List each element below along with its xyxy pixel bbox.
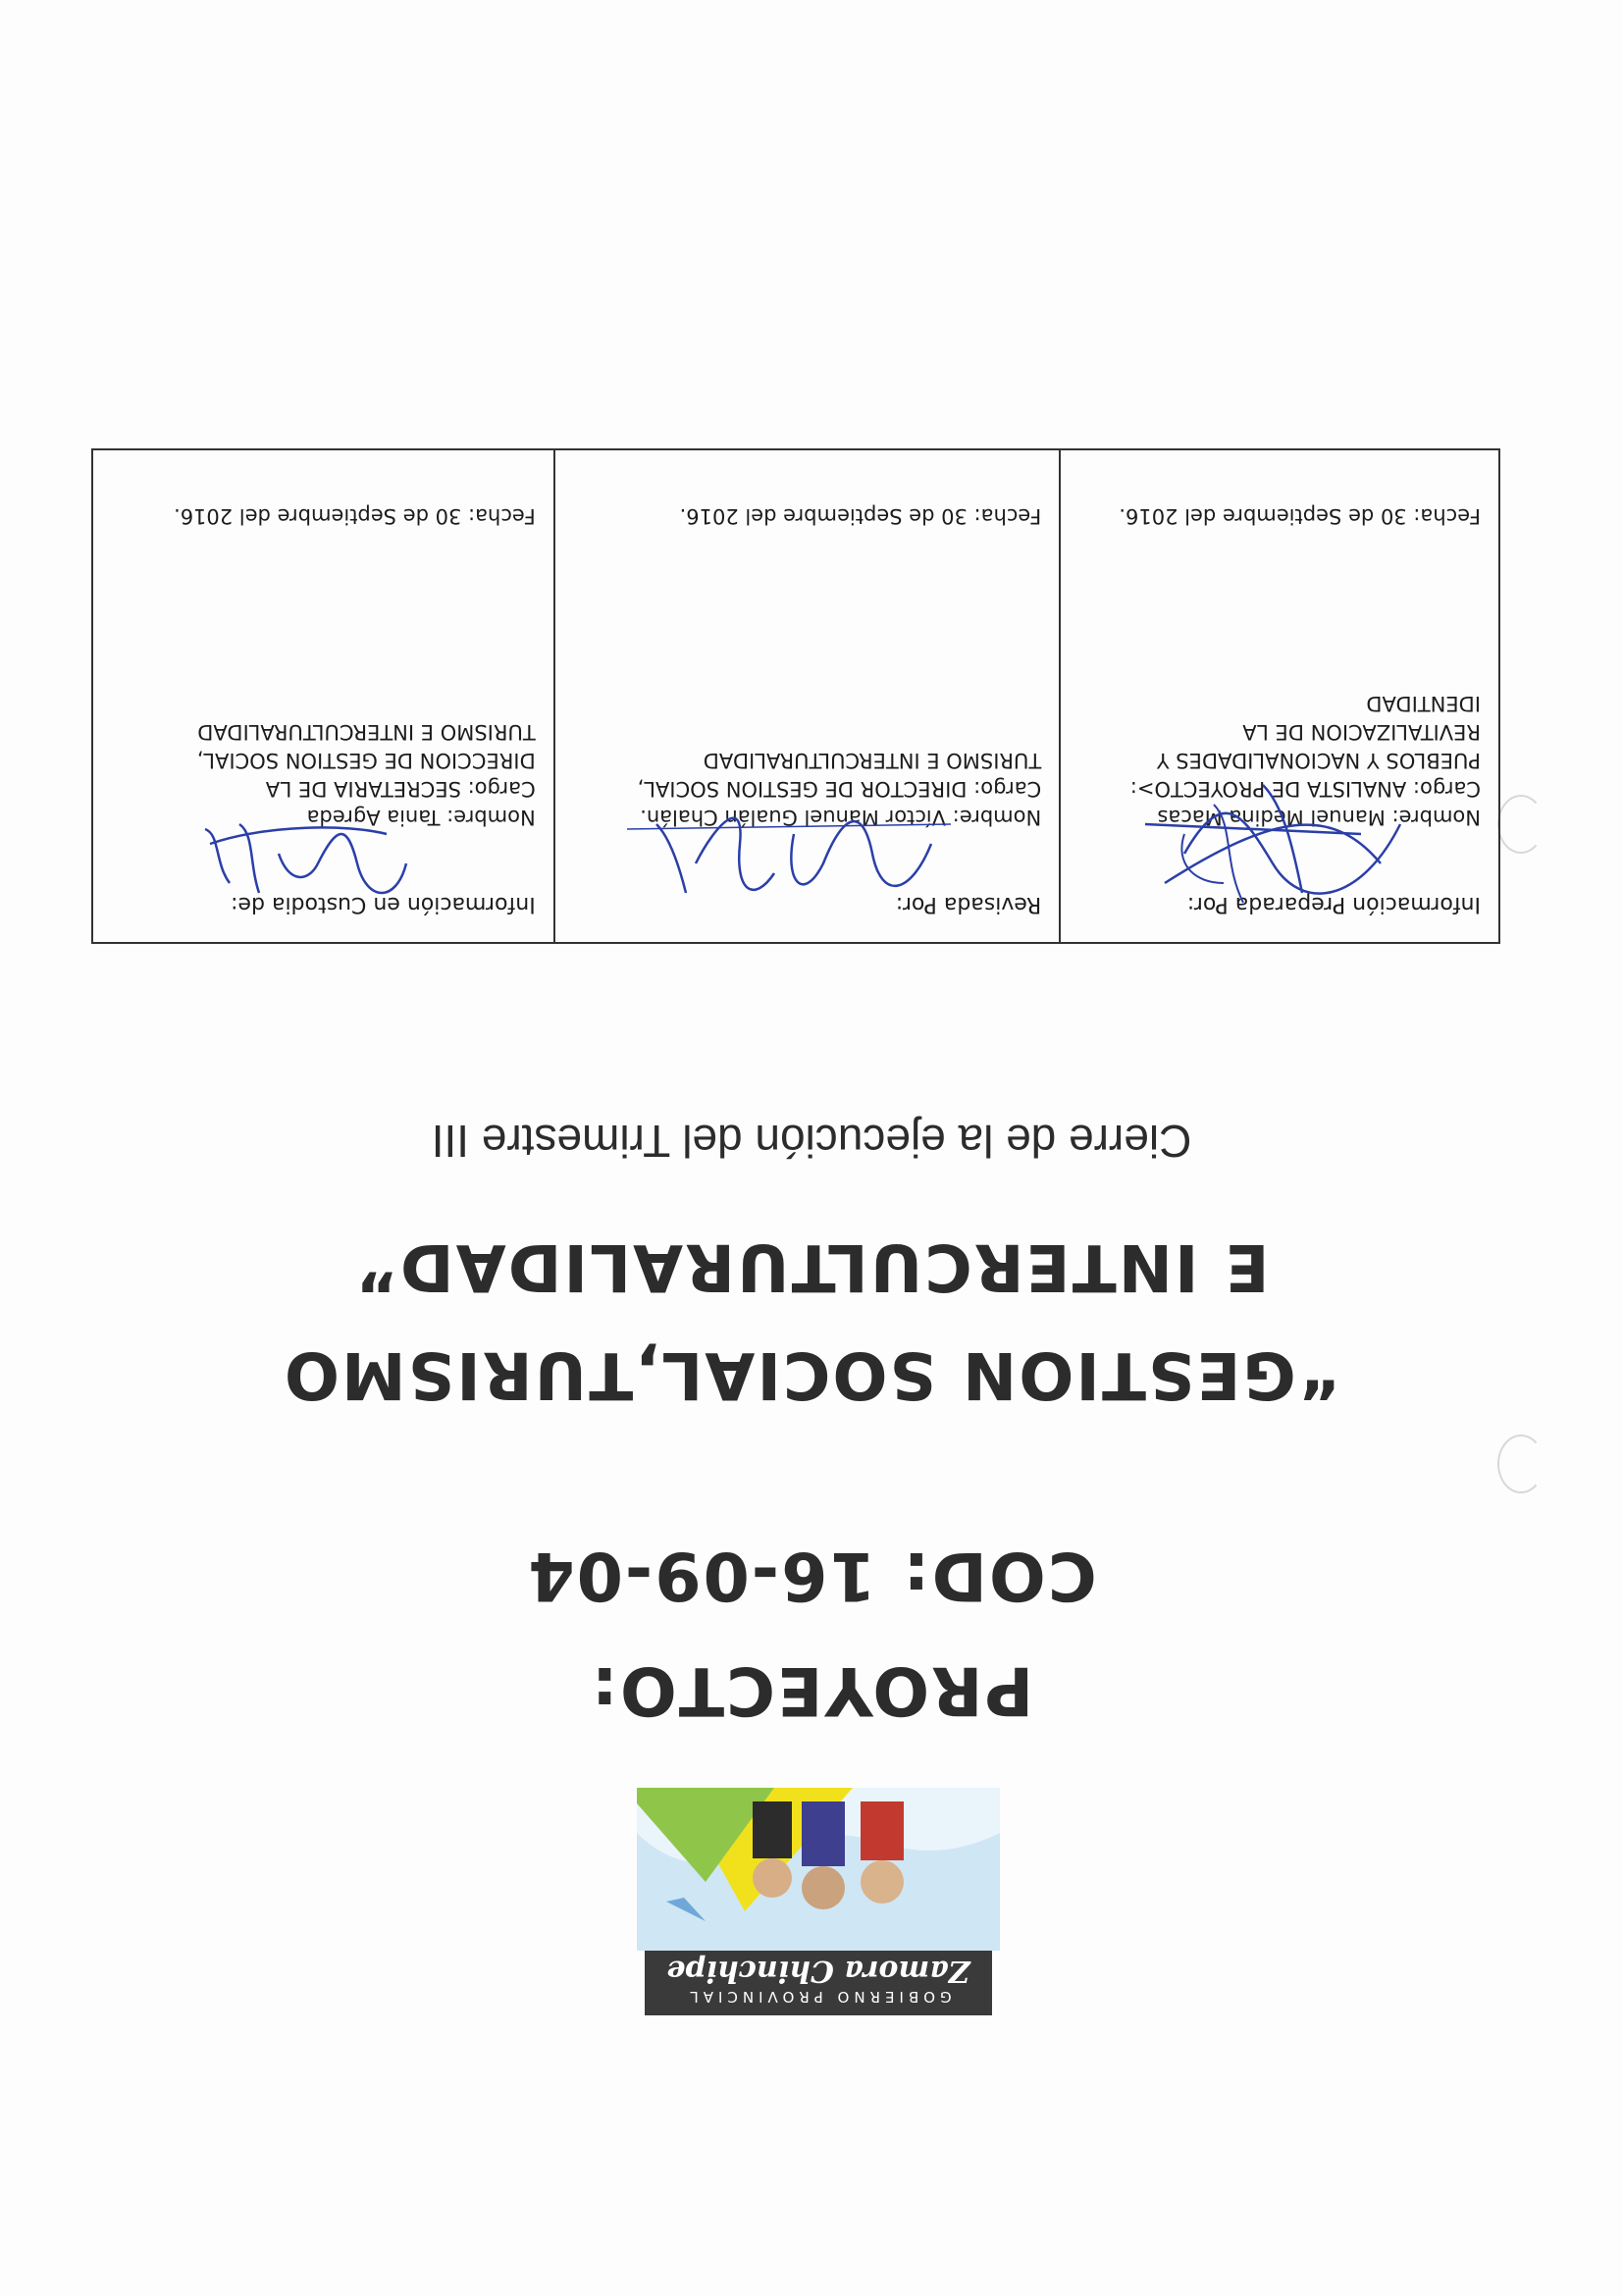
document-subtitle: Cierre de la ejecución del Trimestre III — [431, 1116, 1192, 1167]
signature-name: Nombre: Víctor Manuel Gualán Chalán. — [640, 806, 1042, 829]
proyecto-heading: PROYECTO: — [589, 1651, 1034, 1729]
handwritten-signature — [617, 805, 951, 922]
logo-name: Zamora Chinchipe — [666, 1954, 970, 1988]
signature-role: TURISMO E INTERCULTURALIDAD — [197, 720, 536, 744]
signature-role: Cargo: SECRETARIA DE LA — [265, 777, 536, 801]
signature-role: DIRECCION DE GESTION SOCIAL, — [196, 749, 536, 772]
project-code: COD: 16-09-04 — [526, 1537, 1097, 1614]
signature-date: Fecha: 30 de Septiembre del 2016. — [174, 504, 536, 528]
logo-org-line: GOBIERNO PROVINCIAL — [685, 1988, 952, 2006]
logo — [637, 1788, 1000, 2015]
signature-role: Cargo: ANALISTA DE PROYECTO>: — [1129, 777, 1481, 801]
punch-hole-mark — [1497, 1435, 1544, 1493]
signature-table — [91, 448, 1500, 944]
logo-banner — [645, 1951, 992, 2015]
punch-hole-mark — [1497, 795, 1544, 854]
project-title-line-2: E INTERCULTURALIDAD” — [353, 1229, 1270, 1305]
signature-role: REVITALIZACION DE LA — [1242, 720, 1481, 744]
signature-header: Revisada Por: — [895, 892, 1042, 916]
handwritten-signature — [1126, 775, 1420, 922]
signature-name: Nombre: Manuel Medina Macas — [1157, 806, 1481, 829]
signature-header: Información en Custodia de: — [231, 892, 536, 916]
signature-cell-prepared — [1059, 450, 1498, 942]
signature-date: Fecha: 30 de Septiembre del 2016. — [1119, 504, 1481, 528]
project-title-line-1: “GESTION SOCIAL,TURISMO — [282, 1337, 1341, 1413]
signature-cell-reviewed — [553, 450, 1060, 942]
logo-illustration — [637, 1788, 1000, 1951]
signature-role: IDENTIDAD — [1366, 692, 1481, 715]
handwritten-signature — [190, 805, 426, 922]
signature-role: TURISMO E INTERCULTURALIDAD — [703, 749, 1042, 772]
signature-role: Cargo: DIRECTOR DE GESTION SOCIAL, — [637, 777, 1042, 801]
signature-cell-custody — [93, 450, 553, 942]
signature-date: Fecha: 30 de Septiembre del 2016. — [679, 504, 1042, 528]
signature-role: PUEBLOS Y NACIONALIDADES Y — [1156, 749, 1481, 772]
signature-name: Nombre: Tania Agreda — [306, 806, 536, 829]
signature-header: Información Preparada Por: — [1186, 892, 1481, 916]
